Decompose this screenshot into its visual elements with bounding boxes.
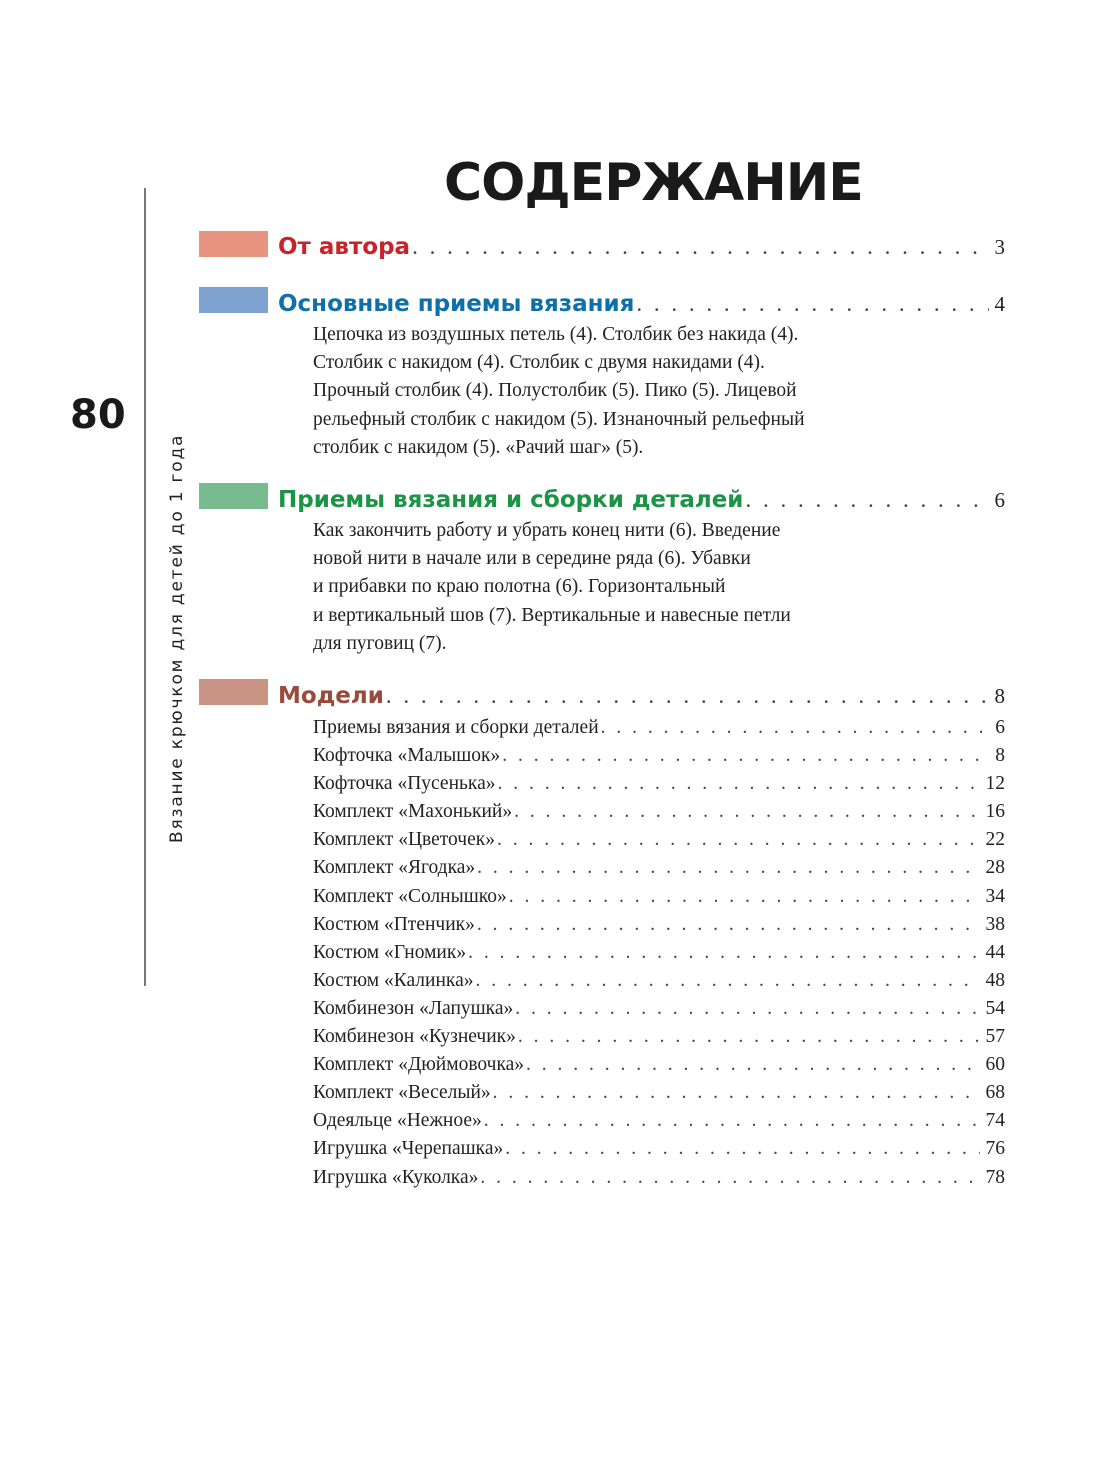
toc-entry-title: Игрушка «Черепашка» — [313, 1138, 504, 1160]
description-line: и прибавки по краю полотна (6). Горизонтальный — [313, 576, 726, 598]
sidebar-rule — [144, 188, 146, 986]
toc-entry-title: Кофточка «Малышок» — [313, 745, 501, 767]
toc-entry[interactable] — [313, 1023, 1005, 1051]
leader-dots — [502, 742, 989, 770]
toc-entry[interactable] — [313, 854, 1005, 882]
toc-entry-title: Кофточка «Пусенька» — [313, 773, 496, 795]
description-line: для пуговиц (7). — [313, 632, 447, 654]
toc-entry-title: Комплект «Дюймовочка» — [313, 1054, 525, 1076]
toc-entry-page: 12 — [985, 773, 1005, 795]
toc-entry[interactable] — [313, 798, 1005, 826]
toc-entry-page: 28 — [985, 857, 1005, 879]
toc-entry-title: Игрушка «Куколка» — [313, 1166, 479, 1188]
toc-entry-title: Комплект «Веселый» — [313, 1082, 491, 1104]
toc-entry-page: 68 — [985, 1082, 1005, 1104]
toc-entry-title: Комплект «Ягодка» — [313, 857, 476, 879]
section-label-assembly: Приемы вязания и сборки деталей — [278, 487, 744, 513]
description-line: Как закончить работу и убрать конец нити (6). Введение — [313, 520, 781, 541]
leader-dots — [386, 681, 989, 711]
toc-entry-title: Комбинезон «Кузнечик» — [313, 1026, 516, 1048]
page-number: 80 — [70, 392, 126, 438]
toc-entry-title: Комплект «Солнышко» — [313, 885, 507, 907]
section-color-swatch-basic — [199, 287, 268, 313]
toc-entry-title: Комплект «Цветочек» — [313, 829, 495, 851]
description-line: столбик с накидом (5). «Рачий шаг» (5). — [313, 436, 644, 458]
toc-entry[interactable] — [313, 883, 1005, 911]
toc-entry-title: Костюм «Птенчик» — [313, 913, 475, 935]
toc-entry[interactable] — [313, 995, 1005, 1023]
toc-entry-page: 78 — [985, 1166, 1005, 1188]
toc-entry[interactable] — [313, 911, 1005, 939]
section-label-basic: Основные приемы вязания — [278, 291, 635, 317]
section-page-assembly: 6 — [994, 488, 1005, 512]
toc-entry-page: 8 — [995, 745, 1005, 767]
toc-entry-page: 60 — [985, 1054, 1005, 1076]
running-head: Вязание крючком для детей до 1 года — [167, 433, 187, 843]
section-label-author: От автора — [278, 234, 411, 260]
toc-entry-title: Приемы вязания и сборки деталей — [313, 717, 599, 738]
leader-dots — [514, 798, 979, 826]
toc-entry-page: 22 — [985, 829, 1005, 851]
leader-dots — [636, 289, 988, 319]
section-description-basic — [313, 321, 913, 462]
toc-entry[interactable] — [313, 714, 1005, 742]
section-color-swatch-author — [199, 231, 268, 257]
leader-dots — [477, 854, 979, 882]
section-color-swatch-models — [199, 679, 268, 705]
toc-entry-title: Комплект «Махонький» — [313, 801, 513, 823]
leader-dots — [480, 1164, 979, 1192]
toc-section-assembly[interactable] — [278, 485, 1005, 515]
leader-dots — [493, 1079, 980, 1107]
toc-entry[interactable] — [313, 1164, 1005, 1192]
toc-entry[interactable] — [313, 939, 1005, 967]
description-line: и вертикальный шов (7). Вертикальные и навесные петли — [313, 604, 791, 626]
toc-entry-title: Костюм «Гномик» — [313, 941, 467, 963]
leader-dots — [601, 714, 990, 742]
toc-entry[interactable] — [313, 1107, 1005, 1135]
toc-entry-page: 48 — [985, 969, 1005, 991]
toc-entry[interactable] — [313, 770, 1005, 798]
toc-entry-title: Одеяльце «Нежное» — [313, 1110, 482, 1132]
section-page-basic: 4 — [994, 292, 1005, 316]
toc-entry-title: Комбинезон «Лапушка» — [313, 997, 514, 1019]
toc-entry-page: 74 — [985, 1110, 1005, 1132]
toc-entry[interactable] — [313, 742, 1005, 770]
leader-dots — [484, 1107, 980, 1135]
description-line: Столбик с накидом (4). Столбик с двумя накидами (4). — [313, 352, 765, 374]
toc-entry-page: 57 — [985, 1026, 1005, 1048]
leader-dots — [505, 1135, 979, 1163]
section-description-assembly — [313, 517, 913, 658]
description-line: Цепочка из воздушных петель (4). Столбик без накида (4). — [313, 324, 799, 345]
toc-entry[interactable] — [313, 1051, 1005, 1079]
section-page-models: 8 — [994, 684, 1005, 708]
toc-entry[interactable] — [313, 1079, 1005, 1107]
toc-section-models[interactable] — [278, 681, 1005, 711]
description-line: Прочный столбик (4). Полустолбик (5). Пико (5). Лицевой — [313, 380, 797, 402]
toc-entry-page: 34 — [985, 885, 1005, 907]
toc-entry-page: 16 — [985, 801, 1005, 823]
models-toc-list — [313, 714, 1005, 1192]
leader-dots — [526, 1051, 979, 1079]
leader-dots — [476, 967, 980, 995]
toc-entry[interactable] — [313, 1135, 1005, 1163]
leader-dots — [509, 883, 980, 911]
toc-section-author[interactable] — [278, 232, 1005, 262]
leader-dots — [497, 826, 980, 854]
toc-entry-page: 54 — [985, 997, 1005, 1019]
toc-entry-page: 6 — [995, 717, 1005, 738]
toc-entry-page: 44 — [985, 941, 1005, 963]
toc-entry[interactable] — [313, 967, 1005, 995]
description-line: новой нити в начале или в середине ряда (6). Убавки — [313, 548, 751, 570]
leader-dots — [515, 995, 979, 1023]
leader-dots — [518, 1023, 980, 1051]
leader-dots — [477, 911, 980, 939]
page-title: СОДЕРЖАНИЕ — [444, 153, 863, 213]
leader-dots — [745, 485, 988, 515]
leader-dots — [468, 939, 979, 967]
toc-entry-page: 76 — [985, 1138, 1005, 1160]
description-line: рельефный столбик с накидом (5). Изнаночный рельефный — [313, 408, 805, 430]
toc-entry[interactable] — [313, 826, 1005, 854]
toc-section-basic[interactable] — [278, 289, 1005, 319]
toc-entry-title: Костюм «Калинка» — [313, 969, 474, 991]
section-color-swatch-assembly — [199, 483, 268, 509]
leader-dots — [412, 232, 988, 262]
toc-entry-page: 38 — [985, 913, 1005, 935]
section-label-models: Модели — [278, 683, 384, 709]
leader-dots — [498, 770, 980, 798]
section-page-author: 3 — [994, 235, 1005, 259]
